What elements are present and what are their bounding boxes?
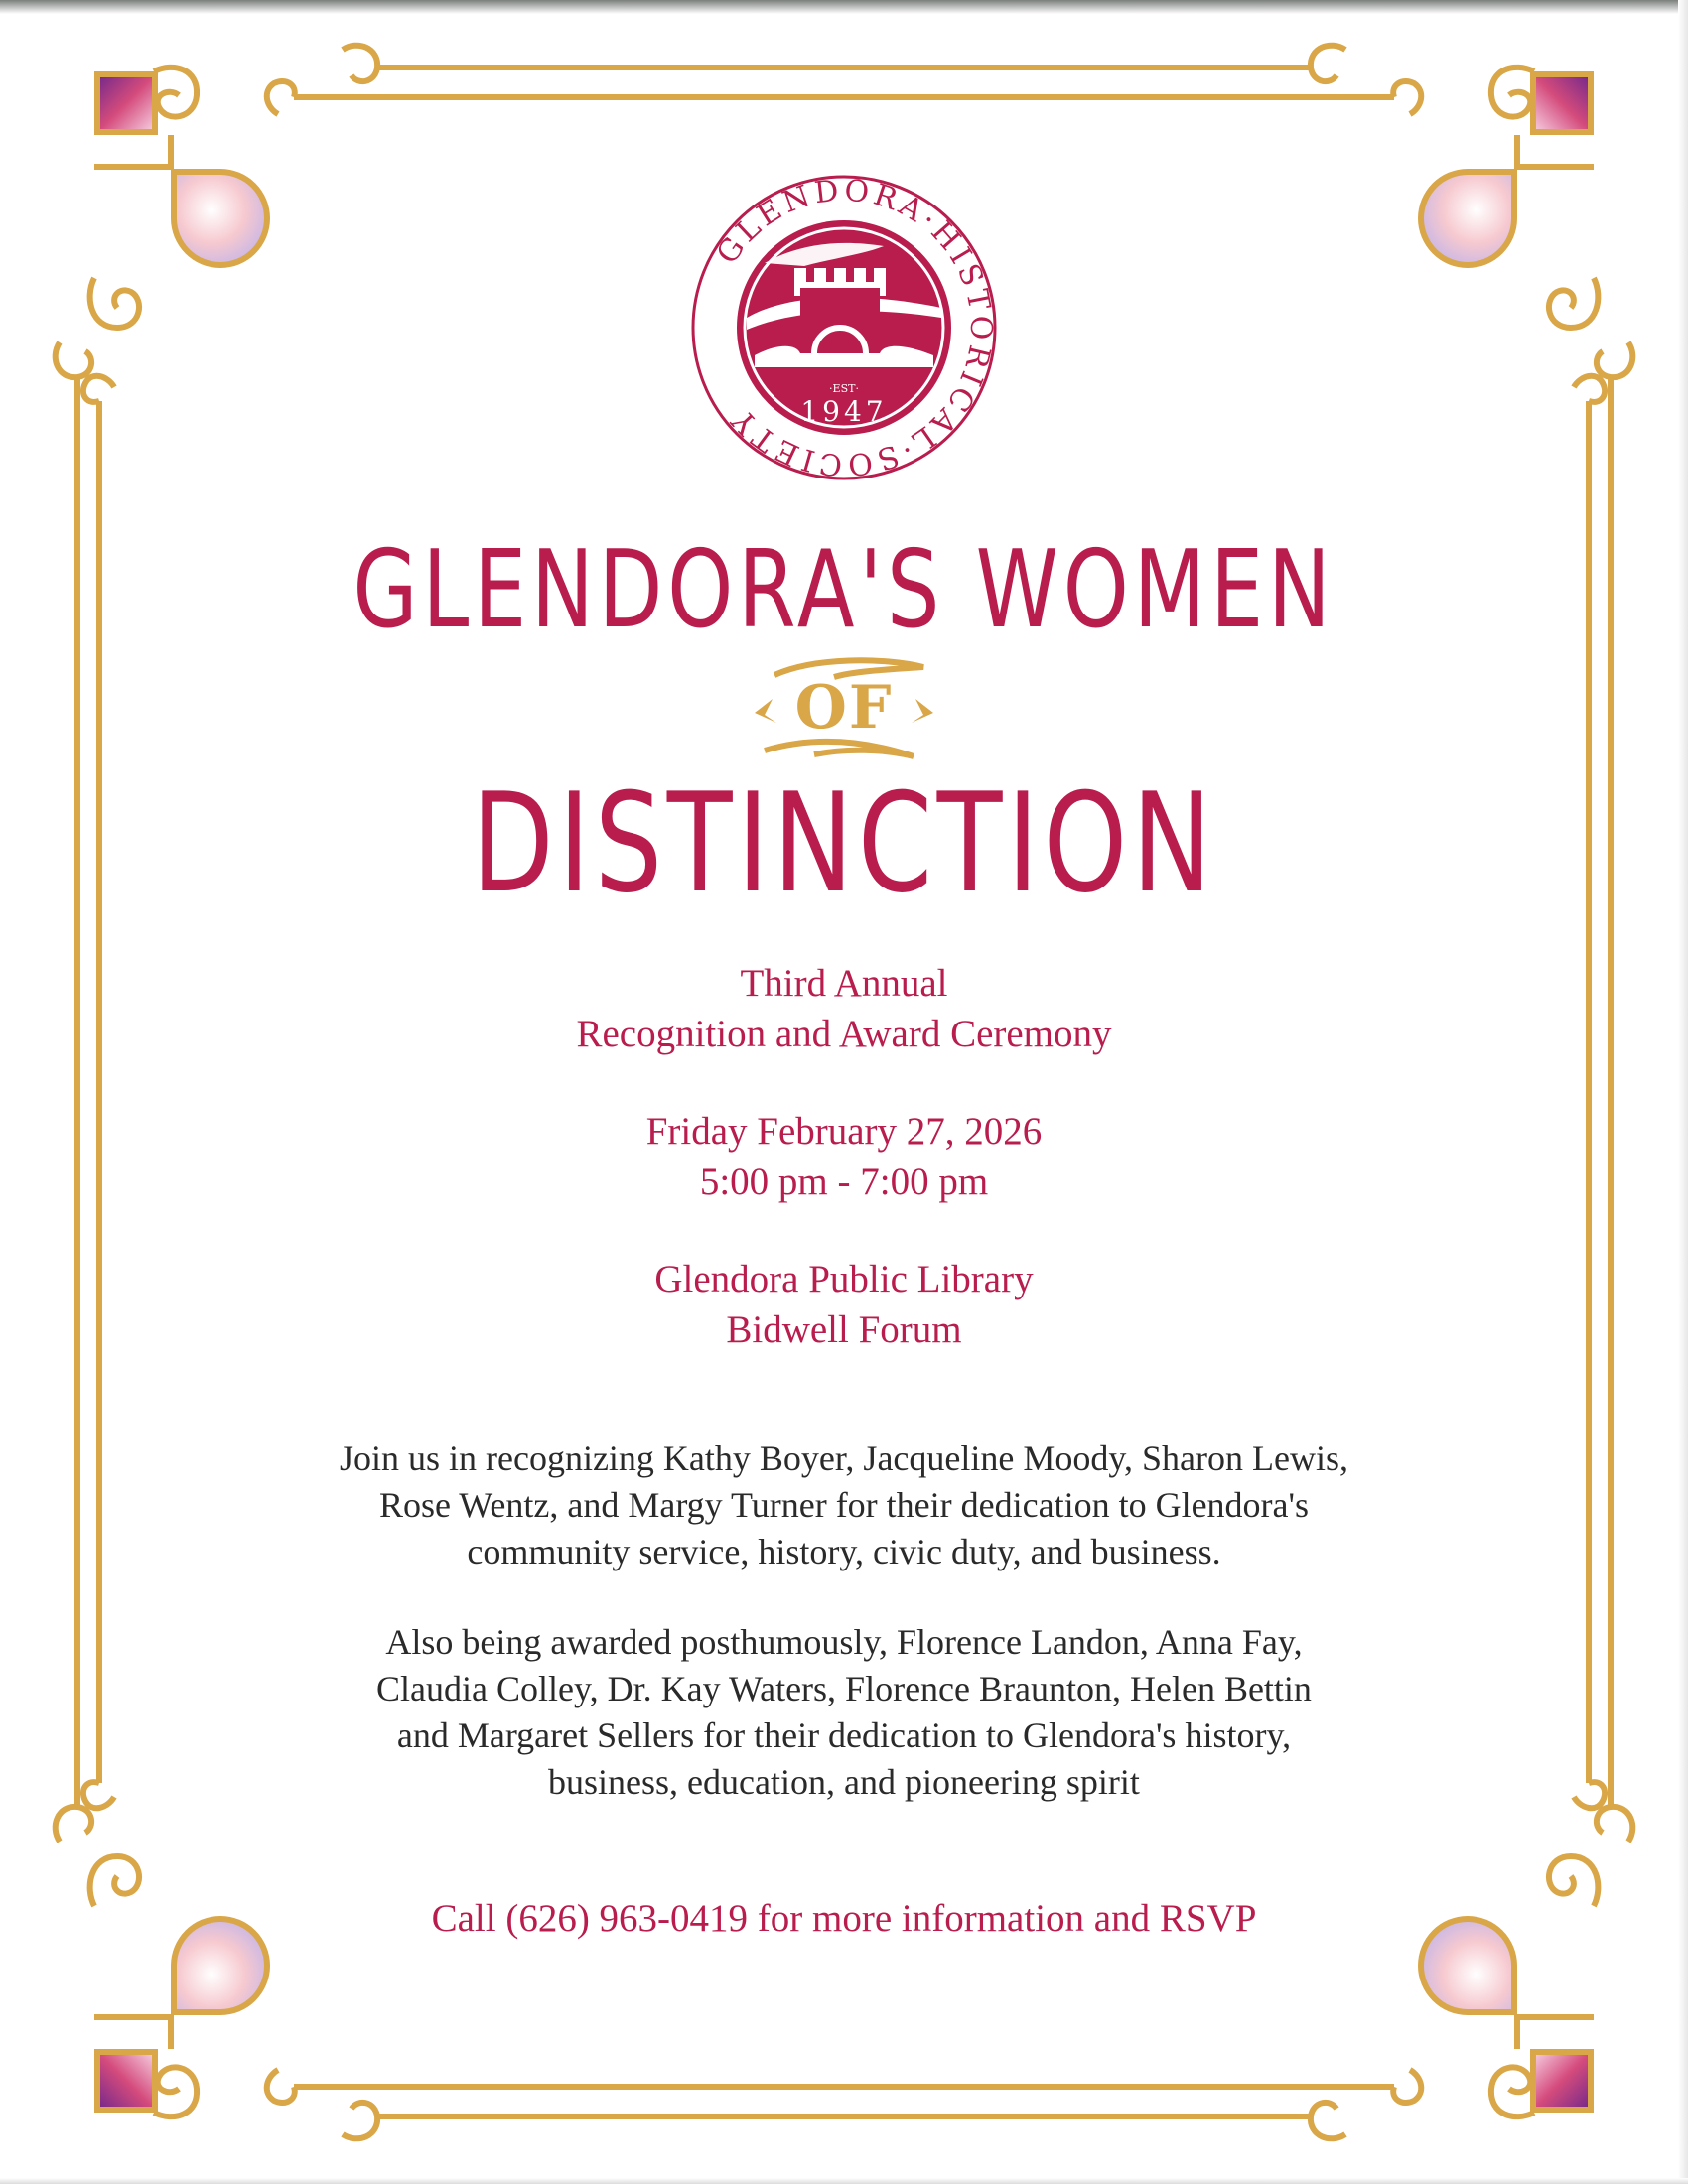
seal-est: ·EST· xyxy=(829,382,859,395)
seal-year: 1947 xyxy=(800,395,888,428)
seal-emblem xyxy=(685,169,1003,486)
paragraph-line: community service, history, civic duty, and business. xyxy=(467,1532,1221,1571)
title-line-2: OF xyxy=(794,673,894,743)
event-date: Friday February 27, 2026 xyxy=(645,1110,1043,1153)
event-venue: Glendora Public Library xyxy=(654,1258,1034,1300)
paragraph-line: Join us in recognizing Kathy Boyer, Jacqueline Moody, Sharon Lewis, xyxy=(339,1438,1349,1478)
paragraph-line: business, education, and pioneering spirit xyxy=(548,1762,1140,1802)
title-of-ornament xyxy=(735,653,953,772)
rsvp-contact-line: Call (626) 963-0419 for more information and RSVP xyxy=(431,1897,1257,1940)
paragraph-line: Claudia Colley, Dr. Kay Waters, Florence Braunton, Helen Bettin xyxy=(376,1669,1312,1708)
title-line-3: DISTINCTION xyxy=(471,763,1217,923)
event-name-block xyxy=(0,958,1688,1059)
event-datetime-block xyxy=(0,1106,1688,1207)
seal-ring-text: GLENDORA·HISTORICAL·SOCIETY xyxy=(710,173,999,482)
paragraph-line: and Margaret Sellers for their dedication to Glendora's history, xyxy=(396,1715,1292,1755)
posthumous-paragraph xyxy=(0,1619,1688,1806)
event-name: Recognition and Award Ceremony xyxy=(576,1013,1112,1055)
event-room: Bidwell Forum xyxy=(726,1308,962,1351)
event-edition: Third Annual xyxy=(740,962,948,1005)
paragraph-line: Rose Wentz, and Margy Turner for their dedication to Glendora's xyxy=(378,1485,1310,1525)
title-line-1: GLENDORA'S WOMEN xyxy=(352,528,1336,652)
event-time: 5:00 pm - 7:00 pm xyxy=(699,1160,989,1203)
event-venue-block xyxy=(0,1254,1688,1355)
paragraph-line: Also being awarded posthumously, Florence Landon, Anna Fay, xyxy=(385,1622,1303,1662)
historical-society-seal xyxy=(685,169,1003,486)
honorees-paragraph xyxy=(0,1435,1688,1575)
